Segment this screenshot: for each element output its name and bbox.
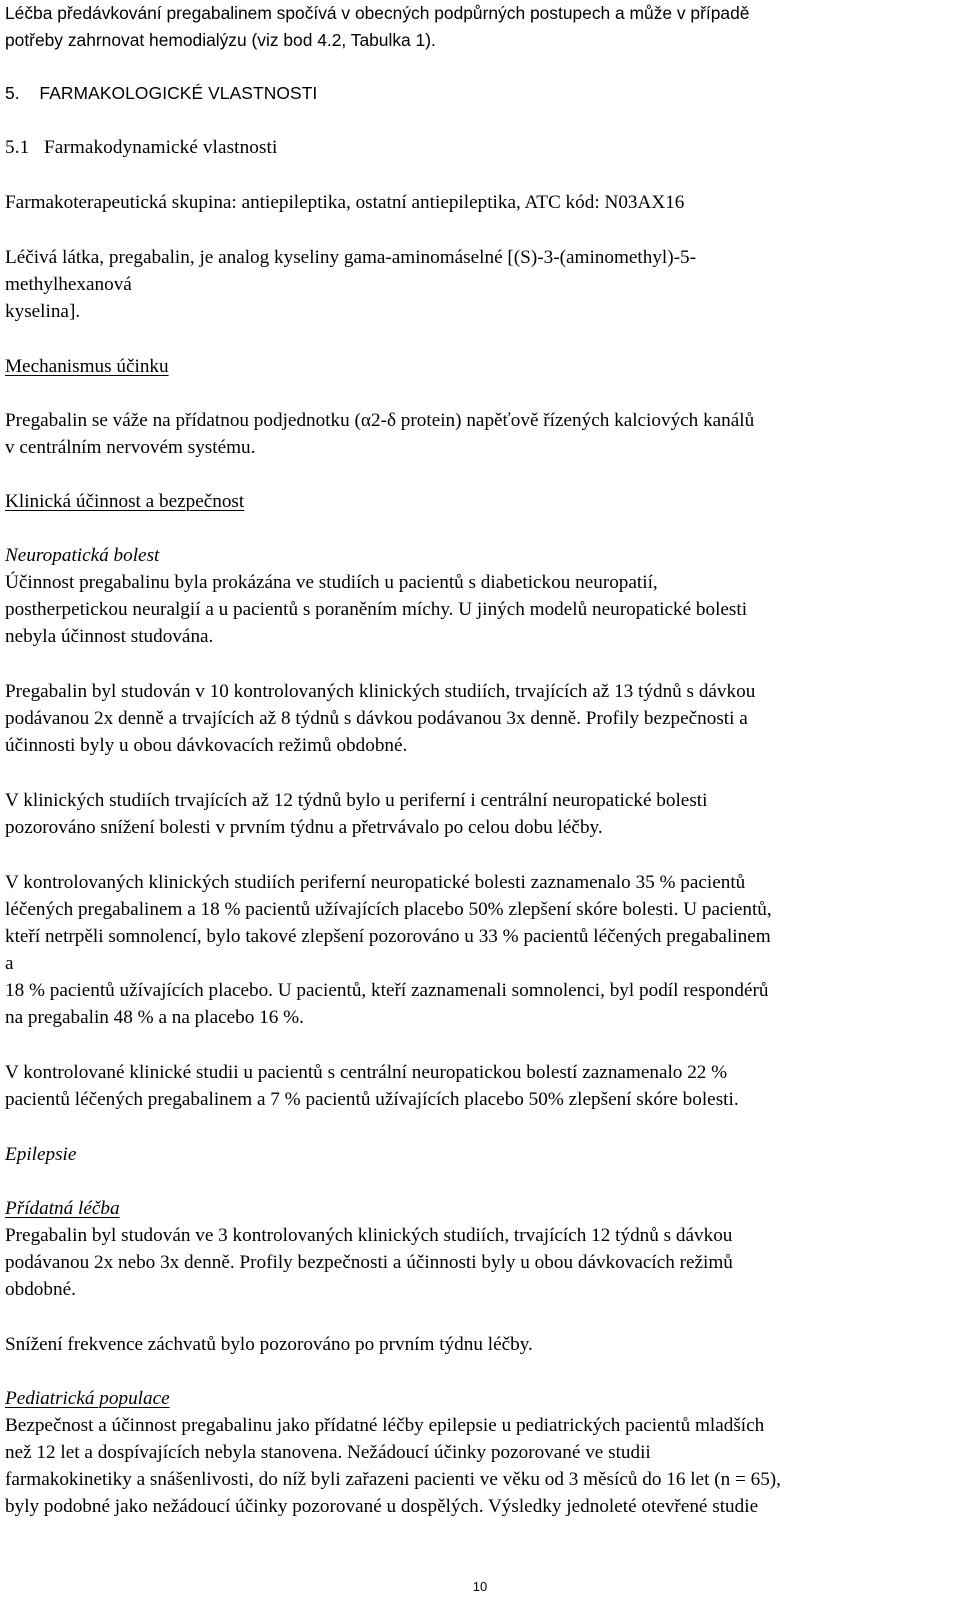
overdose-text-line-2: potřeby zahrnovat hemodialýzu (viz bod 4.2, Tabulka 1). (5, 30, 436, 50)
active-substance-line-3: kyselina]. (5, 301, 81, 322)
peripheral-results-line-1: V kontrolovaných klinických studiích periferní neuropatické bolesti zaznamenalo 35 % pacientů (5, 872, 746, 893)
pain-reduction-line-1: V klinických studiích trvajících až 12 týdnů bylo u periferní i centrální neuropatické bolesti (5, 790, 708, 811)
neuropathic-text-line-2: postherpetickou neuralgií a u pacientů s poraněním míchy. U jiných modelů neuropatické bolesti (5, 599, 748, 620)
heading-clinical-efficacy-safety: Klinická účinnost a bezpečnost (5, 491, 245, 512)
peripheral-results-line-5: 18 % pacientů užívajících placebo. U pacientů, kteří zaznamenali somnolenci, byl podíl respondérů (5, 980, 769, 1001)
seizure-reduction-line: Snížení frekvence záchvatů bylo pozorováno po prvním týdnu léčby. (5, 1334, 533, 1355)
heading-epilepsy: Epilepsie (5, 1144, 77, 1165)
peripheral-results-line-2: léčených pregabalinem a 18 % pacientů užívajících placebo 50% zlepšení skóre bolesti. U pacientů, (5, 899, 772, 920)
epilepsy-studies-line-2: podávanou 2x nebo 3x denně. Profily bezpečnosti a účinnosti byly u obou dávkovacích režimů (5, 1252, 733, 1273)
heading-mechanism-of-action: Mechanismus účinku (5, 356, 169, 377)
page-number: 10 (472, 1579, 488, 1594)
epilepsy-studies-line-1: Pregabalin byl studován ve 3 kontrolovaných klinických studiích, trvajících 12 týdnů s dávkou (5, 1225, 733, 1246)
paediatric-text-line-4: byly podobné jako nežádoucí účinky pozorované u dospělých. Výsledky jednoleté otevřené studie (5, 1496, 759, 1517)
studies-text-line-2: podávanou 2x denně a trvajících až 8 týdnů s dávkou podávanou 3x denně. Profily bezpečnosti a (5, 708, 748, 729)
mechanism-text-line-2: v centrálním nervovém systému. (5, 437, 256, 458)
neuropathic-text-line-3: nebyla účinnost studována. (5, 626, 214, 647)
studies-text-line-1: Pregabalin byl studován v 10 kontrolovaných klinických studiích, trvajících až 13 týdnů s dávkou (5, 681, 756, 702)
pain-reduction-line-2: pozorováno snížení bolesti v prvním týdnu a přetrvávalo po celou dobu léčby. (5, 817, 603, 838)
studies-text-line-3: účinnosti byly u obou dávkovacích režimů obdobné. (5, 735, 408, 756)
epilepsy-studies-line-3: obdobné. (5, 1279, 76, 1300)
central-results-line-1: V kontrolované klinické studii u pacientů s centrální neuropatickou bolestí zaznamenalo 22 % (5, 1062, 728, 1083)
section-heading-pharmacological-properties: 5. FARMAKOLOGICKÉ VLASTNOSTI (5, 83, 318, 103)
paediatric-text-line-1: Bezpečnost a účinnost pregabalinu jako přídatné léčby epilepsie u pediatrických pacientů mladších (5, 1415, 765, 1436)
active-substance-line-1: Léčivá látka, pregabalin, je analog kyseliny gama-aminomáselné [(S)-3-(aminomethyl)-5- (5, 247, 697, 268)
mechanism-text-line-1: Pregabalin se váže na přídatnou podjednotku (α2-δ protein) napěťově řízených kalciových kanálů (5, 410, 755, 431)
paediatric-text-line-3: farmakokinetiky a snášenlivosti, do níž byli zařazeni pacienti ve věku od 3 měsíců do 16 let (n = 65), (5, 1469, 781, 1490)
peripheral-results-line-4: a (5, 953, 14, 974)
overdose-text-line-1: Léčba předávkování pregabalinem spočívá v obecných podpůrných postupech a může v případě (5, 3, 750, 23)
peripheral-results-line-6: na pregabalin 48 % a na placebo 16 %. (5, 1007, 304, 1028)
heading-paediatric-population: Pediatrická populace (5, 1388, 170, 1409)
heading-adjunctive-therapy: Přídatná léčba (5, 1198, 120, 1219)
subsection-heading-pharmacodynamic: 5.1 Farmakodynamické vlastnosti (5, 137, 278, 158)
heading-neuropathic-pain: Neuropatická bolest (5, 545, 160, 566)
central-results-line-2: pacientů léčených pregabalinem a 7 % pacientů užívajících placebo 50% zlepšení skóre bolesti. (5, 1089, 739, 1110)
neuropathic-text-line-1: Účinnost pregabalinu byla prokázána ve studiích u pacientů s diabetickou neuropatií, (5, 572, 658, 593)
pharmacotherapeutic-group: Farmakoterapeutická skupina: antiepileptika, ostatní antiepileptika, ATC kód: N03AX16 (5, 192, 685, 213)
paediatric-text-line-2: než 12 let a dospívajících nebyla stanovena. Nežádoucí účinky pozorované ve studii (5, 1442, 651, 1463)
peripheral-results-line-3: kteří netrpěli somnolencí, bylo takové zlepšení pozorováno u 33 % pacientů léčených pregabalinem (5, 926, 771, 947)
active-substance-line-2: methylhexanová (5, 274, 132, 295)
